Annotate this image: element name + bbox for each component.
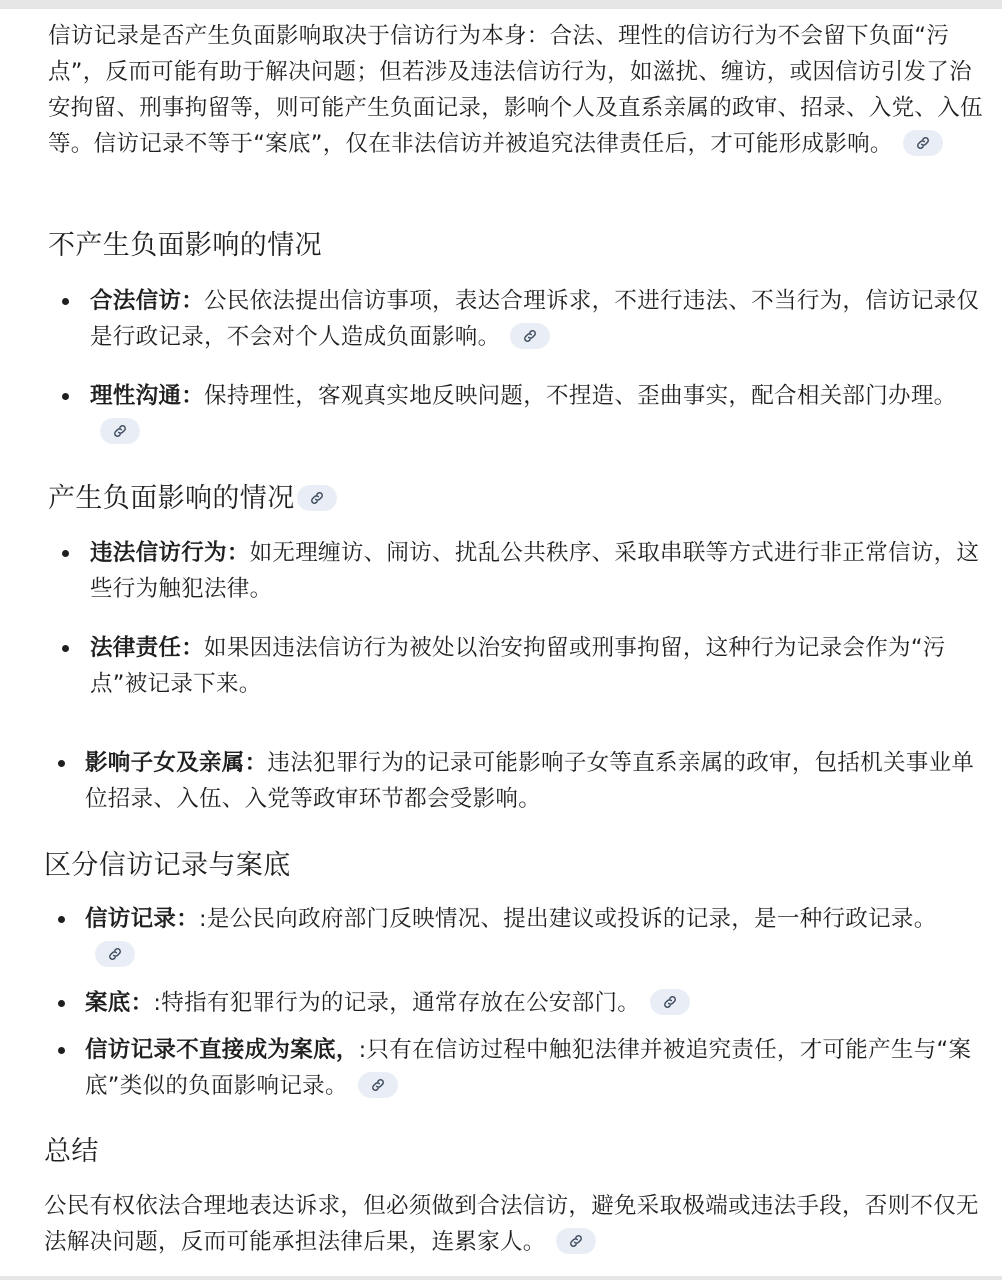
item-label: 理性沟通 xyxy=(90,383,182,409)
item-label: 信访记录 xyxy=(85,906,177,932)
list-item: 法律责任：如果因违法信访行为被处以治安拘留或刑事拘留，这种行为记录会作为“污点”被记录下来。 xyxy=(62,630,982,702)
item-label: 影响子女及亲属 xyxy=(85,750,245,776)
source-link-chip[interactable] xyxy=(95,941,135,967)
source-link-chip[interactable] xyxy=(650,989,690,1015)
list-item: 影响子女及亲属：违法犯罪行为的记录可能影响子女等直系亲属的政审，包括机关事业单位招录、入伍、入党等政审环节都会受影响。 xyxy=(58,745,978,817)
item-text: 违法犯罪行为的记录可能影响子女等直系亲属的政审，包括机关事业单位招录、入伍、入党等政审环节都会受影响。 xyxy=(85,750,975,812)
bullet-dot xyxy=(58,916,65,923)
bullet-dot xyxy=(62,645,69,652)
item-text: 保持理性，客观真实地反映问题，不捏造、歪曲事实，配合相关部门办理。 xyxy=(204,383,957,409)
link-icon xyxy=(568,1233,584,1249)
list-item: 信访记录：:是公民向政府部门反映情况、提出建议或投诉的记录，是一种行政记录。 xyxy=(58,901,938,973)
item-text: :只有在信访过程中触犯法律并被追究责任，才可能产生与“案底”类似的负面影响记录。 xyxy=(85,1037,972,1099)
source-link-chip[interactable] xyxy=(556,1228,596,1254)
item-label: 合法信访 xyxy=(90,288,182,314)
item-text: 如无理缠访、闹访、扰乱公共秩序、采取串联等方式进行非正常信访，这些行为触犯法律。 xyxy=(90,540,980,602)
list-item: 理性沟通：保持理性，客观真实地反映问题，不捏造、歪曲事实，配合相关部门办理。 xyxy=(62,378,982,450)
item-label: 违法信访行为 xyxy=(90,540,227,566)
section-heading-distinguish: 区分信访记录与案底 xyxy=(44,850,291,881)
section-heading-no-negative: 不产生负面影响的情况 xyxy=(48,230,322,261)
summary-paragraph xyxy=(44,1188,979,1260)
intro-text: 信访记录是否产生负面影响取决于信访行为本身：合法、理性的信访行为不会留下负面“污点”，反而可能有助于解决问题；但若涉及违法信访行为，如滋扰、缠访，或因信访引发了治安拘留、刑事拘留等，则可能产生负面记录，影响个人及直系亲属的政审、招录、入党、入伍等。信访记录不等于“案底”，仅在非法信访并被追究法律责任后，才可能形成影响。 xyxy=(48,23,983,157)
section-heading-negative: 产生负面影响的情况 xyxy=(48,481,337,517)
item-text: :是公民向政府部门反映情况、提出建议或投诉的记录，是一种行政记录。 xyxy=(199,906,937,932)
source-link-chip[interactable] xyxy=(358,1072,398,1098)
bullet-dot xyxy=(62,393,69,400)
item-text: 如果因违法信访行为被处以治安拘留或刑事拘留，这种行为记录会作为“污点”被记录下来。 xyxy=(90,635,946,697)
bottom-divider xyxy=(0,1276,1002,1280)
source-link-chip[interactable] xyxy=(903,130,943,156)
list-item: 案底：:特指有犯罪行为的记录，通常存放在公安部门。 xyxy=(58,985,978,1021)
link-icon xyxy=(112,423,128,439)
top-divider xyxy=(0,0,1002,9)
link-icon xyxy=(370,1077,386,1093)
link-icon xyxy=(522,328,538,344)
intro-paragraph xyxy=(48,18,988,162)
bullet-dot xyxy=(58,1000,65,1007)
item-text: :特指有犯罪行为的记录，通常存放在公安部门。 xyxy=(153,990,641,1016)
source-link-chip[interactable] xyxy=(510,323,550,349)
bullet-dot xyxy=(62,550,69,557)
source-link-chip[interactable] xyxy=(100,418,140,444)
link-icon xyxy=(107,946,123,962)
bullet-dot xyxy=(58,1047,65,1054)
link-icon xyxy=(915,135,931,151)
item-label: 信访记录不直接成为案底 xyxy=(85,1037,336,1063)
item-label: 案底 xyxy=(85,990,131,1016)
item-text: 公民依法提出信访事项，表达合理诉求，不进行违法、不当行为，信访记录仅是行政记录，不会对个人造成负面影响。 xyxy=(90,288,980,350)
item-label: 法律责任 xyxy=(90,635,182,661)
list-item: 信访记录不直接成为案底，:只有在信访过程中触犯法律并被追究责任，才可能产生与“案底”类似的负面影响记录。 xyxy=(58,1032,978,1104)
source-link-chip[interactable] xyxy=(297,485,337,511)
bullet-dot xyxy=(58,760,65,767)
list-item: 合法信访：公民依法提出信访事项，表达合理诉求，不进行违法、不当行为，信访记录仅是行政记录，不会对个人造成负面影响。 xyxy=(62,283,982,355)
link-icon xyxy=(662,994,678,1010)
summary-text: 公民有权依法合理地表达诉求，但必须做到合法信访，避免采取极端或违法手段，否则不仅无法解决问题，反而可能承担法律后果，连累家人。 xyxy=(44,1193,979,1255)
bullet-dot xyxy=(62,298,69,305)
section-heading-summary: 总结 xyxy=(44,1136,99,1167)
list-item: 违法信访行为：如无理缠访、闹访、扰乱公共秩序、采取串联等方式进行非正常信访，这些行为触犯法律。 xyxy=(62,535,982,607)
link-icon xyxy=(309,490,325,506)
